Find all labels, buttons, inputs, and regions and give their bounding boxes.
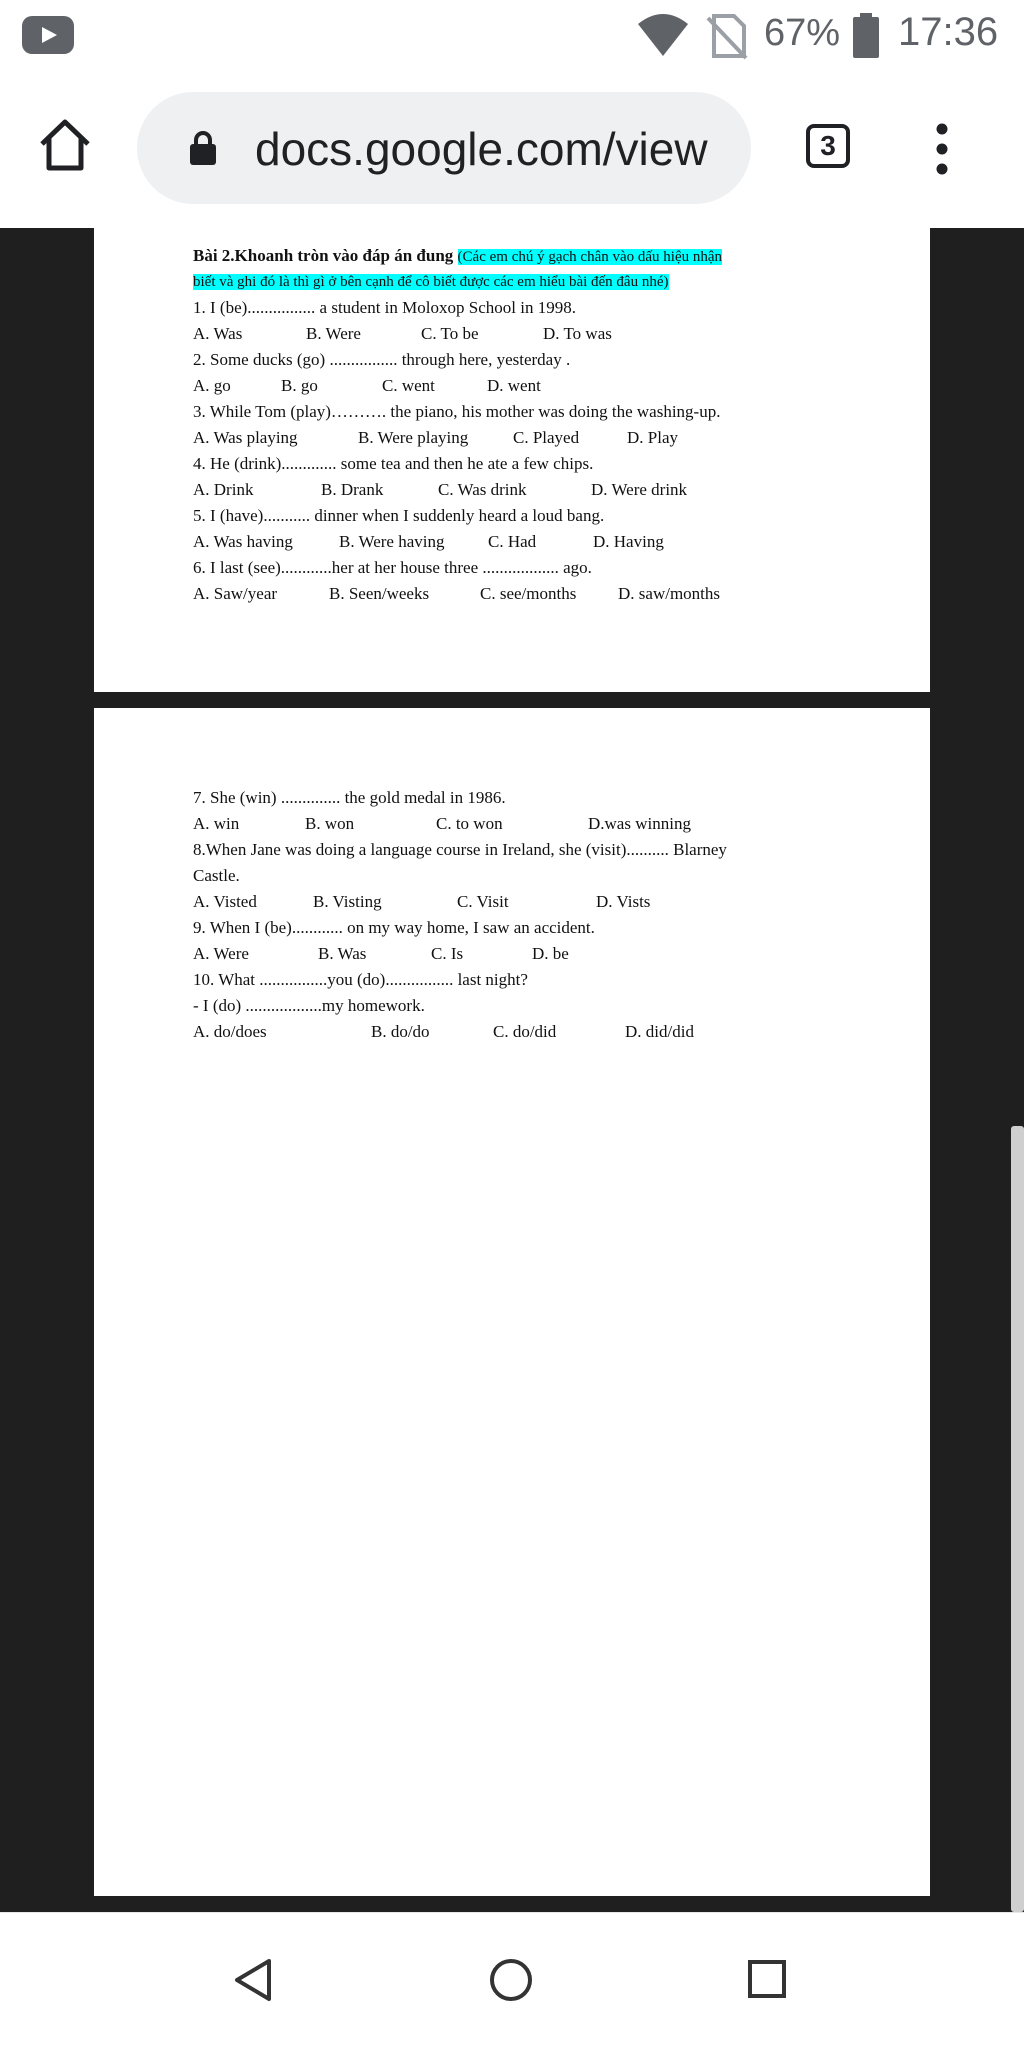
option: D. Vists [596, 892, 651, 911]
home-button-icon[interactable] [488, 1957, 534, 2003]
option: A. win [193, 814, 240, 833]
option: B. Were having [339, 532, 445, 551]
question-6: 6. I last (see)............her at her house three .................. ago. [193, 558, 592, 577]
options-10 [193, 1019, 793, 1045]
option: C. Had [488, 532, 537, 551]
option: D. went [487, 376, 541, 395]
option: D. be [532, 944, 569, 963]
option: C. to won [436, 814, 503, 833]
option: A. do/does [193, 1022, 267, 1041]
recents-icon[interactable] [747, 1959, 787, 1999]
question-4: 4. He (drink)............. some tea and then he ate a few chips. [193, 454, 594, 473]
question-9: 9. When I (be)............ on my way home, I saw an accident. [193, 918, 595, 937]
option: B. Were playing [358, 428, 469, 447]
option: C. do/did [493, 1022, 557, 1041]
option: A. Visted [193, 892, 257, 911]
options-8 [193, 889, 793, 915]
back-icon[interactable] [232, 1957, 274, 2003]
question-1: 1. I (be)................ a student in Moloxop School in 1998. [193, 298, 576, 317]
question-10: 10. What ................you (do)................ last night? [193, 970, 528, 989]
exercise-heading: Bài 2.Khoanh tròn vào đáp án đung (Các em chú ý gạch chân vào dấu hiệu nhận [193, 246, 723, 265]
options-3 [193, 425, 793, 451]
option: B. Were [306, 324, 361, 343]
option: D. Having [593, 532, 664, 551]
option: A. go [193, 376, 231, 395]
option: B. Was [318, 944, 367, 963]
options-5 [193, 529, 793, 555]
options-2 [193, 373, 793, 399]
instruction-highlight: biết và ghi đó là thì gì ở bên cạnh để cô biết được các em hiểu bài đến đâu nhé) [193, 274, 669, 290]
options-6 [193, 581, 793, 607]
tab-switcher-button[interactable]: 3 [806, 124, 850, 168]
option: C. Was drink [438, 480, 527, 499]
question-2: 2. Some ducks (go) ................ through here, yesterday . [193, 350, 571, 369]
option: A. Were [193, 944, 249, 963]
browser-toolbar [0, 72, 1024, 228]
option: B. Visting [313, 892, 382, 911]
scrollbar[interactable] [1011, 1126, 1024, 1912]
option: A. Was [193, 324, 243, 343]
question-3: 3. While Tom (play)………. the piano, his mother was doing the washing-up. [193, 402, 721, 421]
address-bar[interactable] [137, 92, 751, 204]
options-1 [193, 321, 793, 347]
option: A. Was playing [193, 428, 298, 447]
option: A. Was having [193, 532, 293, 551]
option: B. go [281, 376, 318, 395]
question-8-cont: Castle. [193, 866, 240, 885]
option: D.was winning [588, 814, 691, 833]
option: B. Seen/weeks [329, 584, 430, 603]
option: A. Saw/year [193, 584, 278, 603]
question-8: 8.When Jane was doing a language course in Ireland, she (visit).......... Blarney [193, 840, 727, 859]
no-sim-icon [704, 12, 748, 60]
options-7 [193, 811, 793, 837]
wifi-icon [636, 12, 690, 58]
options-4 [193, 477, 793, 503]
option: C. Played [513, 428, 580, 447]
url-text: docs.google.com/view [255, 123, 708, 175]
question-7: 7. She (win) .............. the gold medal in 1986. [193, 788, 506, 807]
option: C. Is [431, 944, 464, 963]
document-viewer[interactable] [0, 228, 1024, 1912]
exercise-heading-cont [193, 268, 669, 295]
option: B. do/do [371, 1022, 430, 1041]
clock: 17:36 [898, 10, 999, 54]
instruction-highlight: (Các em chú ý gạch chân vào dấu hiệu nhận [457, 249, 723, 265]
option: C. went [382, 376, 435, 395]
option: D. did/did [625, 1022, 694, 1041]
battery-icon [852, 13, 880, 59]
question-5: 5. I (have)........... dinner when I suddenly heard a loud bang. [193, 506, 605, 525]
option: A. Drink [193, 480, 254, 499]
option: D. Play [627, 428, 678, 447]
option: C. see/months [480, 584, 577, 603]
youtube-icon [22, 16, 74, 54]
option: C. Visit [457, 892, 509, 911]
option: D. saw/months [618, 584, 720, 603]
option: B. Drank [321, 480, 384, 499]
option: C. To be [421, 324, 479, 343]
lock-icon [188, 130, 218, 166]
option: D. Were drink [591, 480, 688, 499]
document-page-1 [94, 228, 930, 692]
options-9 [193, 941, 793, 967]
question-10-answer: - I (do) ..................my homework. [193, 996, 425, 1015]
system-nav-bar [0, 1912, 1024, 2049]
status-bar [0, 0, 1024, 72]
home-icon[interactable] [38, 118, 92, 172]
option: B. won [305, 814, 355, 833]
option: D. To was [543, 324, 612, 343]
battery-percent: 67% [764, 12, 841, 54]
menu-icon[interactable] [932, 122, 952, 176]
document-page-2 [94, 708, 930, 1896]
